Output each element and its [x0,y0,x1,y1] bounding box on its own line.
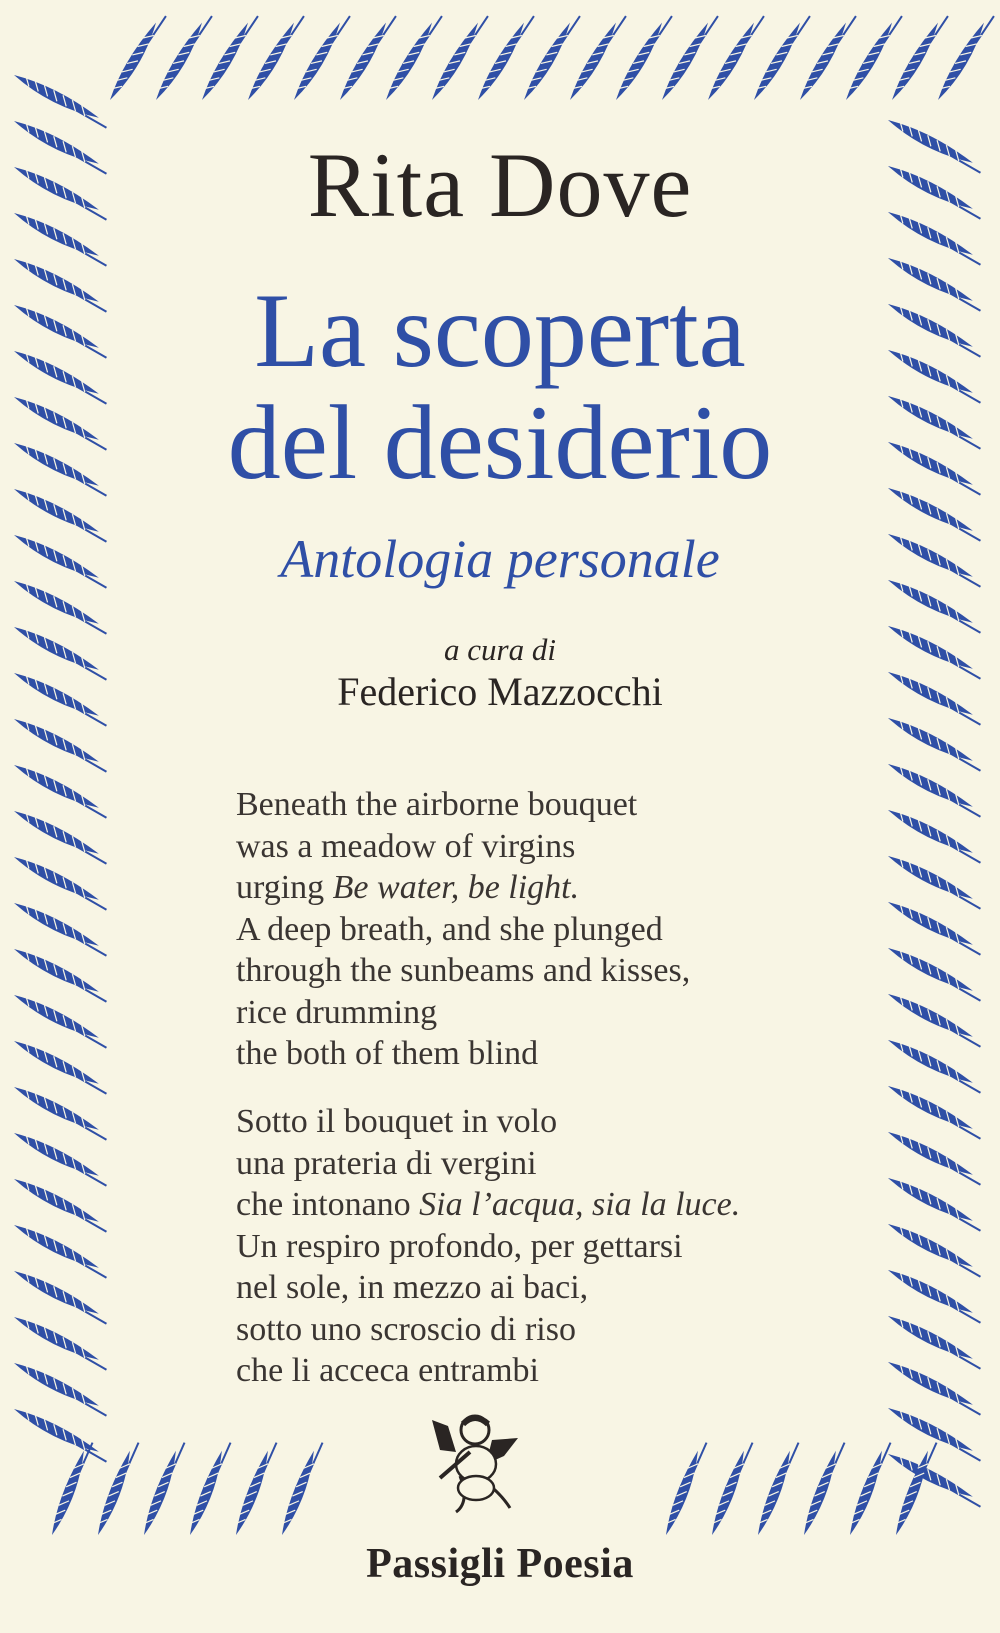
poem-line-text: nel sole, in mezzo ai baci, [236,1269,589,1306]
feather-ornament [93,1439,140,1536]
subtitle: Antologia personale [280,529,720,589]
feather-ornament [47,1439,94,1536]
poem-line-text: sotto uno scroscio di riso [236,1310,576,1348]
poem-line-text: che li acceca entrambi [236,1352,539,1389]
poem-line [236,1184,740,1226]
poem-line [236,784,690,826]
feather-ornament [12,1128,111,1188]
poem-stanza-italian [236,1101,740,1392]
title-line-2: del desiderio [227,384,773,501]
feather-ornament [139,1439,186,1536]
feather-ornament [12,898,111,958]
poem-line-text: Beneath the airborne bouquet [236,786,638,823]
feather-ornament [845,1439,892,1536]
poem-line [236,1143,740,1185]
feather-ornament [231,1439,278,1536]
poem-line-text: A deep breath, and she plunged [236,910,663,948]
feather-ornament [886,713,985,773]
feather-ornament [886,1311,985,1371]
feather-ornament [185,1439,232,1536]
poem-line-text: Sotto il bouquet in volo [236,1103,558,1140]
feather-ornament [12,1266,111,1326]
feather-ornament [886,897,985,957]
feather-ornament [886,1081,985,1141]
feather-ornament [12,1312,111,1372]
feather-ornament [886,1035,985,1095]
feather-ornament [886,759,985,819]
poem-line [236,1033,690,1075]
feather-ornament [661,1439,708,1536]
poem-line-italic: Be water, be light. [332,869,580,906]
poem-line [236,826,690,868]
poem-line [236,1350,740,1392]
feather-ornament [886,1265,985,1325]
feather-ornament [886,1173,985,1233]
poem-line [236,1101,740,1143]
poem-line-text: through the sunbeams and kisses, [236,952,691,989]
poem-line-text: Un respiro profondo, per gettarsi [236,1227,683,1265]
feather-ornament [707,1439,754,1536]
feather-ornament [12,852,111,912]
feather-ornament [12,70,111,130]
feather-ornament [12,714,111,774]
feather-ornament [799,1439,846,1536]
poem-line-text: una prateria di vergini [236,1144,537,1182]
feather-ornament [886,1449,985,1509]
feather-ornament [12,1036,111,1096]
editor-prefix: a cura di [444,632,556,667]
feather-ornament [886,943,985,1003]
feather-ornament [12,1404,111,1464]
feather-ornament [753,1439,800,1536]
feather-ornament [886,805,985,865]
poem-line [236,867,690,909]
feather-ornament [891,1439,938,1536]
feather-ornament [886,1219,985,1279]
poem-line-text: che intonano [236,1186,420,1223]
poem-line [236,950,690,992]
feather-ornament [12,1220,111,1280]
poem-line [236,1226,740,1268]
feather-ornament [12,944,111,1004]
feather-ornament [12,760,111,820]
feather-ornament [12,1082,111,1142]
feather-ornament [12,1358,111,1418]
feather-ornament [12,806,111,866]
publisher-name: Passigli Poesia [366,1541,634,1587]
feather-ornament [886,1357,985,1417]
poem-line [236,1309,740,1351]
poem-line-italic: Sia l’acqua, sia la luce. [419,1186,741,1223]
author-name: Rita Dove [307,134,693,236]
poem-line-text: urging [236,869,333,906]
editor-name: Federico Mazzocchi [337,669,663,714]
poem-line [236,1267,740,1309]
feather-ornament [886,1403,985,1463]
feather-ornament [12,1174,111,1234]
feather-ornament [886,1127,985,1187]
poem-line-text: the both of them blind [236,1035,539,1072]
poem-line-text: was a meadow of virgins [236,827,576,865]
feather-ornament [886,989,985,1049]
poem-stanza-english [236,784,690,1075]
feather-ornament [886,851,985,911]
cherub-icon [430,1412,520,1517]
poem-line [236,992,690,1034]
feather-ornament [277,1439,324,1536]
poem-line-text: rice drumming [236,993,438,1031]
feather-ornament [12,990,111,1050]
title-line-1: La scoperta [254,272,746,389]
poem-line [236,909,690,951]
